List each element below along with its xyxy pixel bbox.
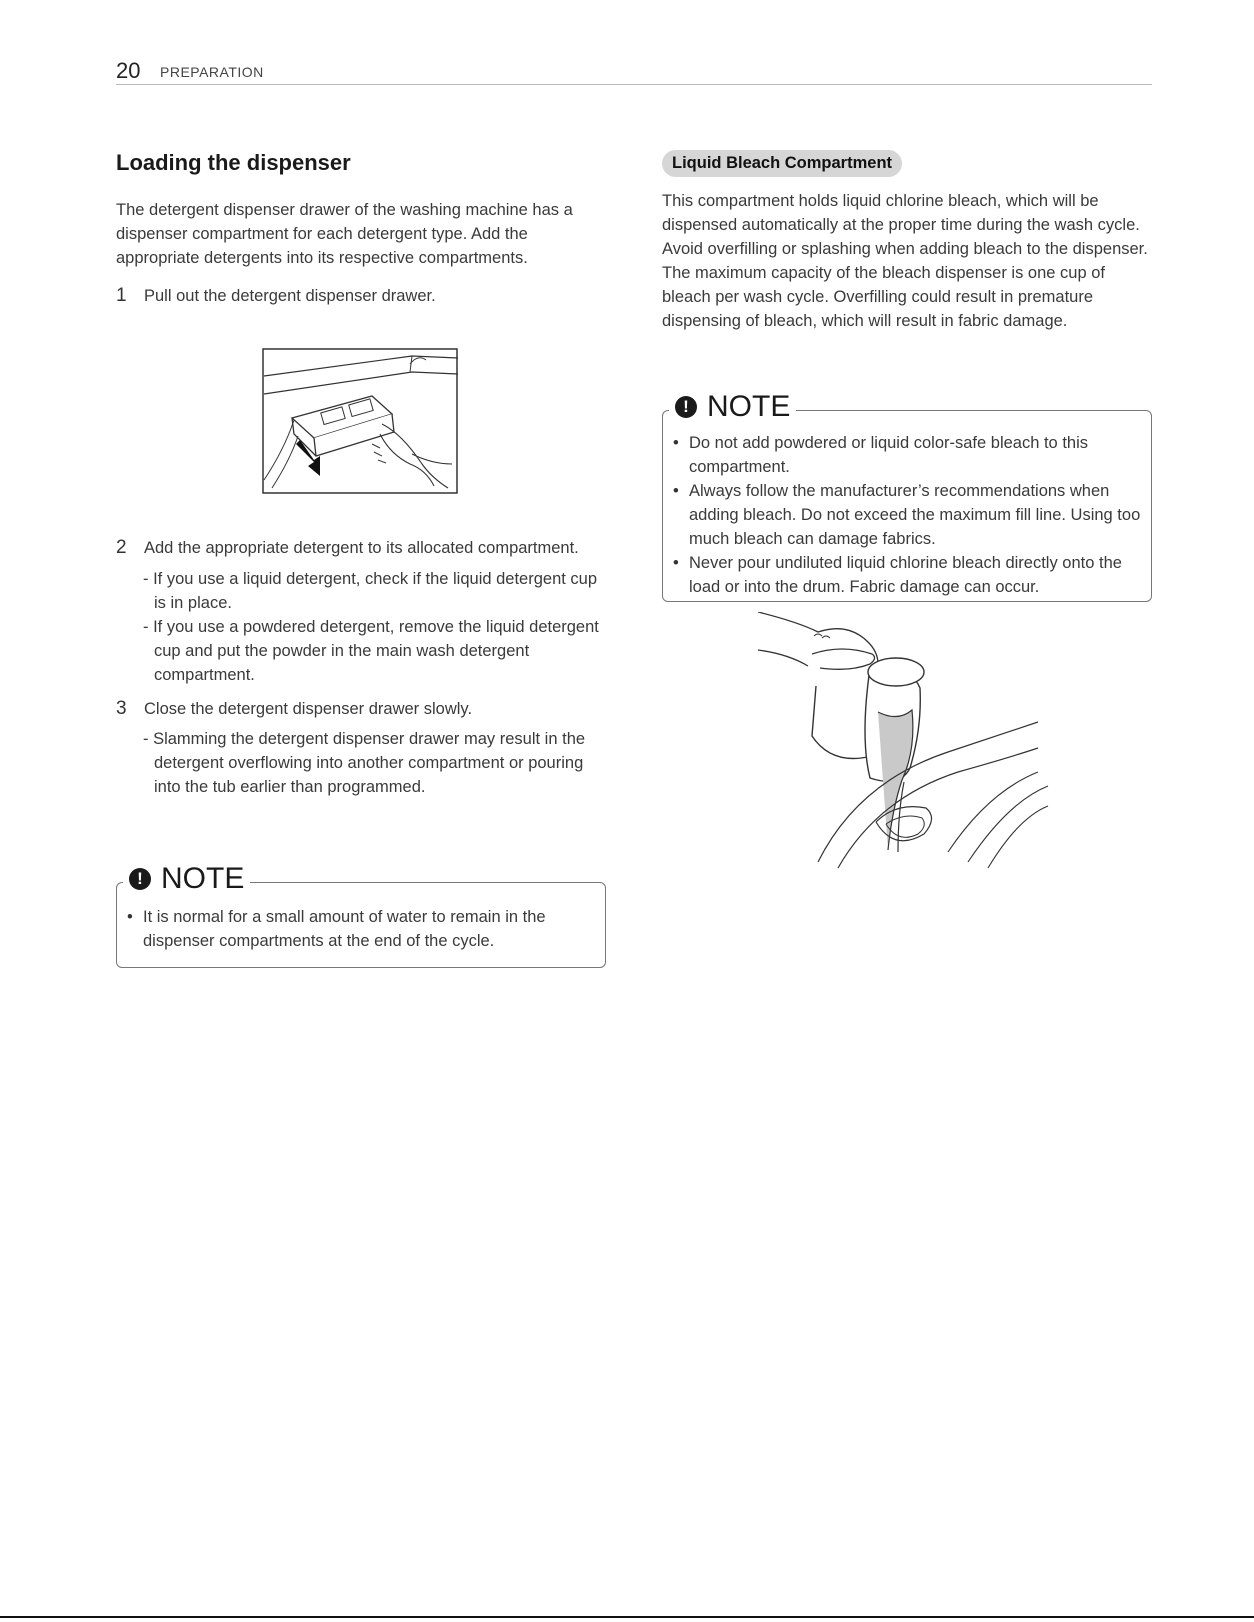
step-1	[116, 284, 608, 308]
note-list	[117, 905, 587, 953]
step-text: Add the appropriate detergent to its allocated compartment.	[144, 539, 579, 557]
pouring-bleach-illustration	[758, 612, 1058, 872]
note-item: • Never pour undiluted liquid chlorine bleach directly onto the load or into the drum. Fabric damage can occur.	[663, 551, 1141, 599]
step-text: Close the detergent dispenser drawer slowly.	[144, 700, 473, 718]
loading-dispenser-section	[116, 150, 608, 799]
note-title: NOTE	[707, 390, 791, 423]
page-header	[116, 58, 1152, 85]
section-heading-pill: Liquid Bleach Compartment	[662, 150, 902, 177]
step-number: 3	[116, 698, 127, 719]
step-2-sub-2: - If you use a powdered detergent, remove the liquid detergent cup and put the powder in the main wash detergent compartment.	[143, 618, 599, 684]
exclamation-circle-icon: !	[129, 868, 151, 890]
section-heading: Loading the dispenser	[116, 150, 351, 175]
step-number: 1	[116, 285, 127, 306]
step-3-sub-1: - Slamming the detergent dispenser drawer may result in the detergent overflowing into another compartment or pouring into the tub earlier than programmed.	[143, 730, 586, 796]
note-heading	[669, 389, 796, 425]
note-title: NOTE	[161, 862, 245, 895]
section-title: PREPARATION	[160, 64, 264, 80]
step-3	[116, 697, 608, 721]
step-text: Pull out the detergent dispenser drawer.	[144, 287, 436, 305]
note-box-left	[116, 862, 606, 968]
note-item: • Always follow the manufacturer’s recommendations when adding bleach. Do not exceed the maximum fill line. Using too much bleach can damage fabrics.	[663, 479, 1141, 551]
note-box-right	[662, 390, 1152, 602]
liquid-bleach-section	[662, 150, 1154, 343]
page-number: 20	[116, 58, 141, 83]
bleach-paragraph: This compartment holds liquid chlorine bleach, which will be dispensed automatically at the proper time during the wash cycle. Avoid overfilling or splashing when adding bleach to the dispenser. The maximum capacity of the bleach dispenser is one cup of bleach per wash cycle. Overfilling could result in premature dispensing of bleach, which will result in fabric damage.	[662, 192, 1148, 330]
page-bottom-rule	[0, 1616, 1254, 1618]
note-list	[663, 431, 1141, 599]
step-2-sub-1: - If you use a liquid detergent, check if the liquid detergent cup is in place.	[143, 570, 598, 612]
step-number: 2	[116, 537, 127, 558]
note-item: • Do not add powdered or liquid color-safe bleach to this compartment.	[663, 431, 1141, 479]
note-item: • It is normal for a small amount of water to remain in the dispenser compartments at the end of the cycle.	[117, 905, 587, 953]
exclamation-circle-icon: !	[675, 396, 697, 418]
dispenser-drawer-illustration	[262, 348, 458, 494]
intro-paragraph: The detergent dispenser drawer of the washing machine has a dispenser compartment for each detergent type. Add the appropriate detergents into its respective compartments.	[116, 201, 573, 267]
step-2	[116, 536, 608, 560]
note-heading	[123, 861, 250, 897]
